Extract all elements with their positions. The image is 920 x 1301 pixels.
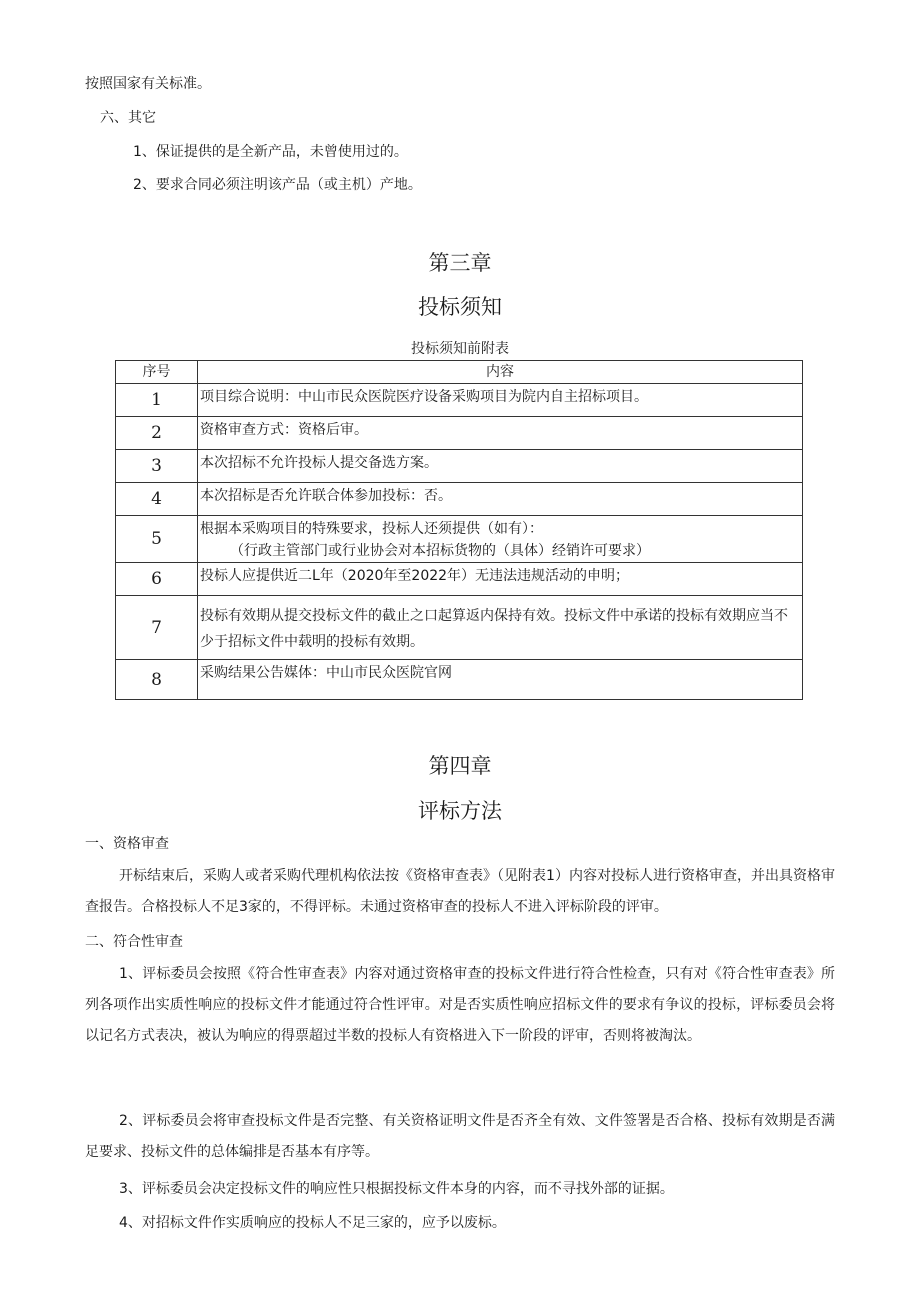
row-content-subline: （行政主管部门或行业协会对本招标货物的（具体）经销许可要求） <box>230 543 650 559</box>
table-row <box>116 563 803 596</box>
column-header: 序号 <box>116 361 198 384</box>
row-content <box>198 516 803 563</box>
table-row <box>116 483 803 516</box>
table-row <box>116 660 803 700</box>
section-heading-other: 六、其它 <box>100 110 156 126</box>
row-number: 4 <box>116 483 198 516</box>
list-item: 1、保证提供的是全新产品，未曾使用过的。 <box>133 144 408 160</box>
paragraph: 2、评标委员会将审查投标文件是否完整、有关资格证明文件是否齐全有效、文件签署是否合格、投标有效期是否满足要求、投标文件的总体编排是否基本有序等。 <box>85 1113 835 1160</box>
table-row <box>116 384 803 417</box>
table-row <box>116 417 803 450</box>
row-content: 采购结果公告媒体：中山市民众医院官网 <box>198 660 803 700</box>
table-row <box>116 516 803 563</box>
table-row <box>116 596 803 660</box>
column-header: 内容 <box>198 361 803 384</box>
paragraph: 4、对招标文件作实质响应的投标人不足三家的，应予以废标。 <box>119 1215 506 1231</box>
row-number: 1 <box>116 384 198 417</box>
table-caption: 投标须知前附表 <box>411 341 509 357</box>
row-number: 3 <box>116 450 198 483</box>
paragraph: 3、评标委员会决定投标文件的响应性只根据投标文件本身的内容，而不寻找外部的证据。 <box>119 1181 674 1197</box>
bid-notice-table <box>115 360 803 700</box>
list-item: 2、要求合同必须注明该产品（或主机）产地。 <box>133 177 422 193</box>
row-content-line: 根据本采购项目的特殊要求，投标人还须提供（如有）： <box>200 521 543 537</box>
table-header-row <box>116 361 803 384</box>
paragraph: 开标结束后，采购人或者采购代理机构依法按《资格审查表》（见附表1）内容对投标人进行资格审查，并出具资格审查报告。合格投标人不足3家的，不得评标。未通过资格审查的投标人不进入评标阶段的评审。 <box>85 868 835 915</box>
chapter-subtitle: 投标须知 <box>418 295 502 319</box>
chapter-title: 第三章 <box>428 251 492 275</box>
section-heading-conformity: 二、符合性审查 <box>85 934 183 950</box>
row-content: 投标有效期从提交投标文件的截止之口起算返内保持有效。投标文件中承诺的投标有效期应当不少于招标文件中载明的投标有效期。 <box>198 596 803 660</box>
intro-line: 按照国家有关标准。 <box>85 76 211 92</box>
row-number: 5 <box>116 516 198 563</box>
section-heading-qualification: 一、资格审查 <box>85 836 169 852</box>
row-content: 本次招标是否允许联合体参加投标：否。 <box>198 483 803 516</box>
row-content: 本次招标不允许投标人提交备选方案。 <box>198 450 803 483</box>
row-content: 资格审查方式：资格后审。 <box>198 417 803 450</box>
chapter-title: 第四章 <box>428 754 492 778</box>
row-content: 投标人应提供近二L年（2020年至2022年）无违法违规活动的申明； <box>198 563 803 596</box>
row-number: 7 <box>116 596 198 660</box>
row-content: 项目综合说明：中山市民众医院医疗设备采购项目为院内自主招标项目。 <box>198 384 803 417</box>
chapter-subtitle: 评标方法 <box>418 799 502 823</box>
row-number: 2 <box>116 417 198 450</box>
row-number: 8 <box>116 660 198 700</box>
row-number: 6 <box>116 563 198 596</box>
paragraph: 1、评标委员会按照《符合性审查表》内容对通过资格审查的投标文件进行符合性检查，只有对《符合性审查表》所列各项作出实质性响应的投标文件才能通过符合性评审。对是否实质性响应招标文件的要求有争议的投标，评标委员会将以记名方式表决，被认为响应的得票超过半数的投标人有资格进入下一阶段的评审，否则将被淘汰。 <box>85 966 835 1044</box>
table-row <box>116 450 803 483</box>
